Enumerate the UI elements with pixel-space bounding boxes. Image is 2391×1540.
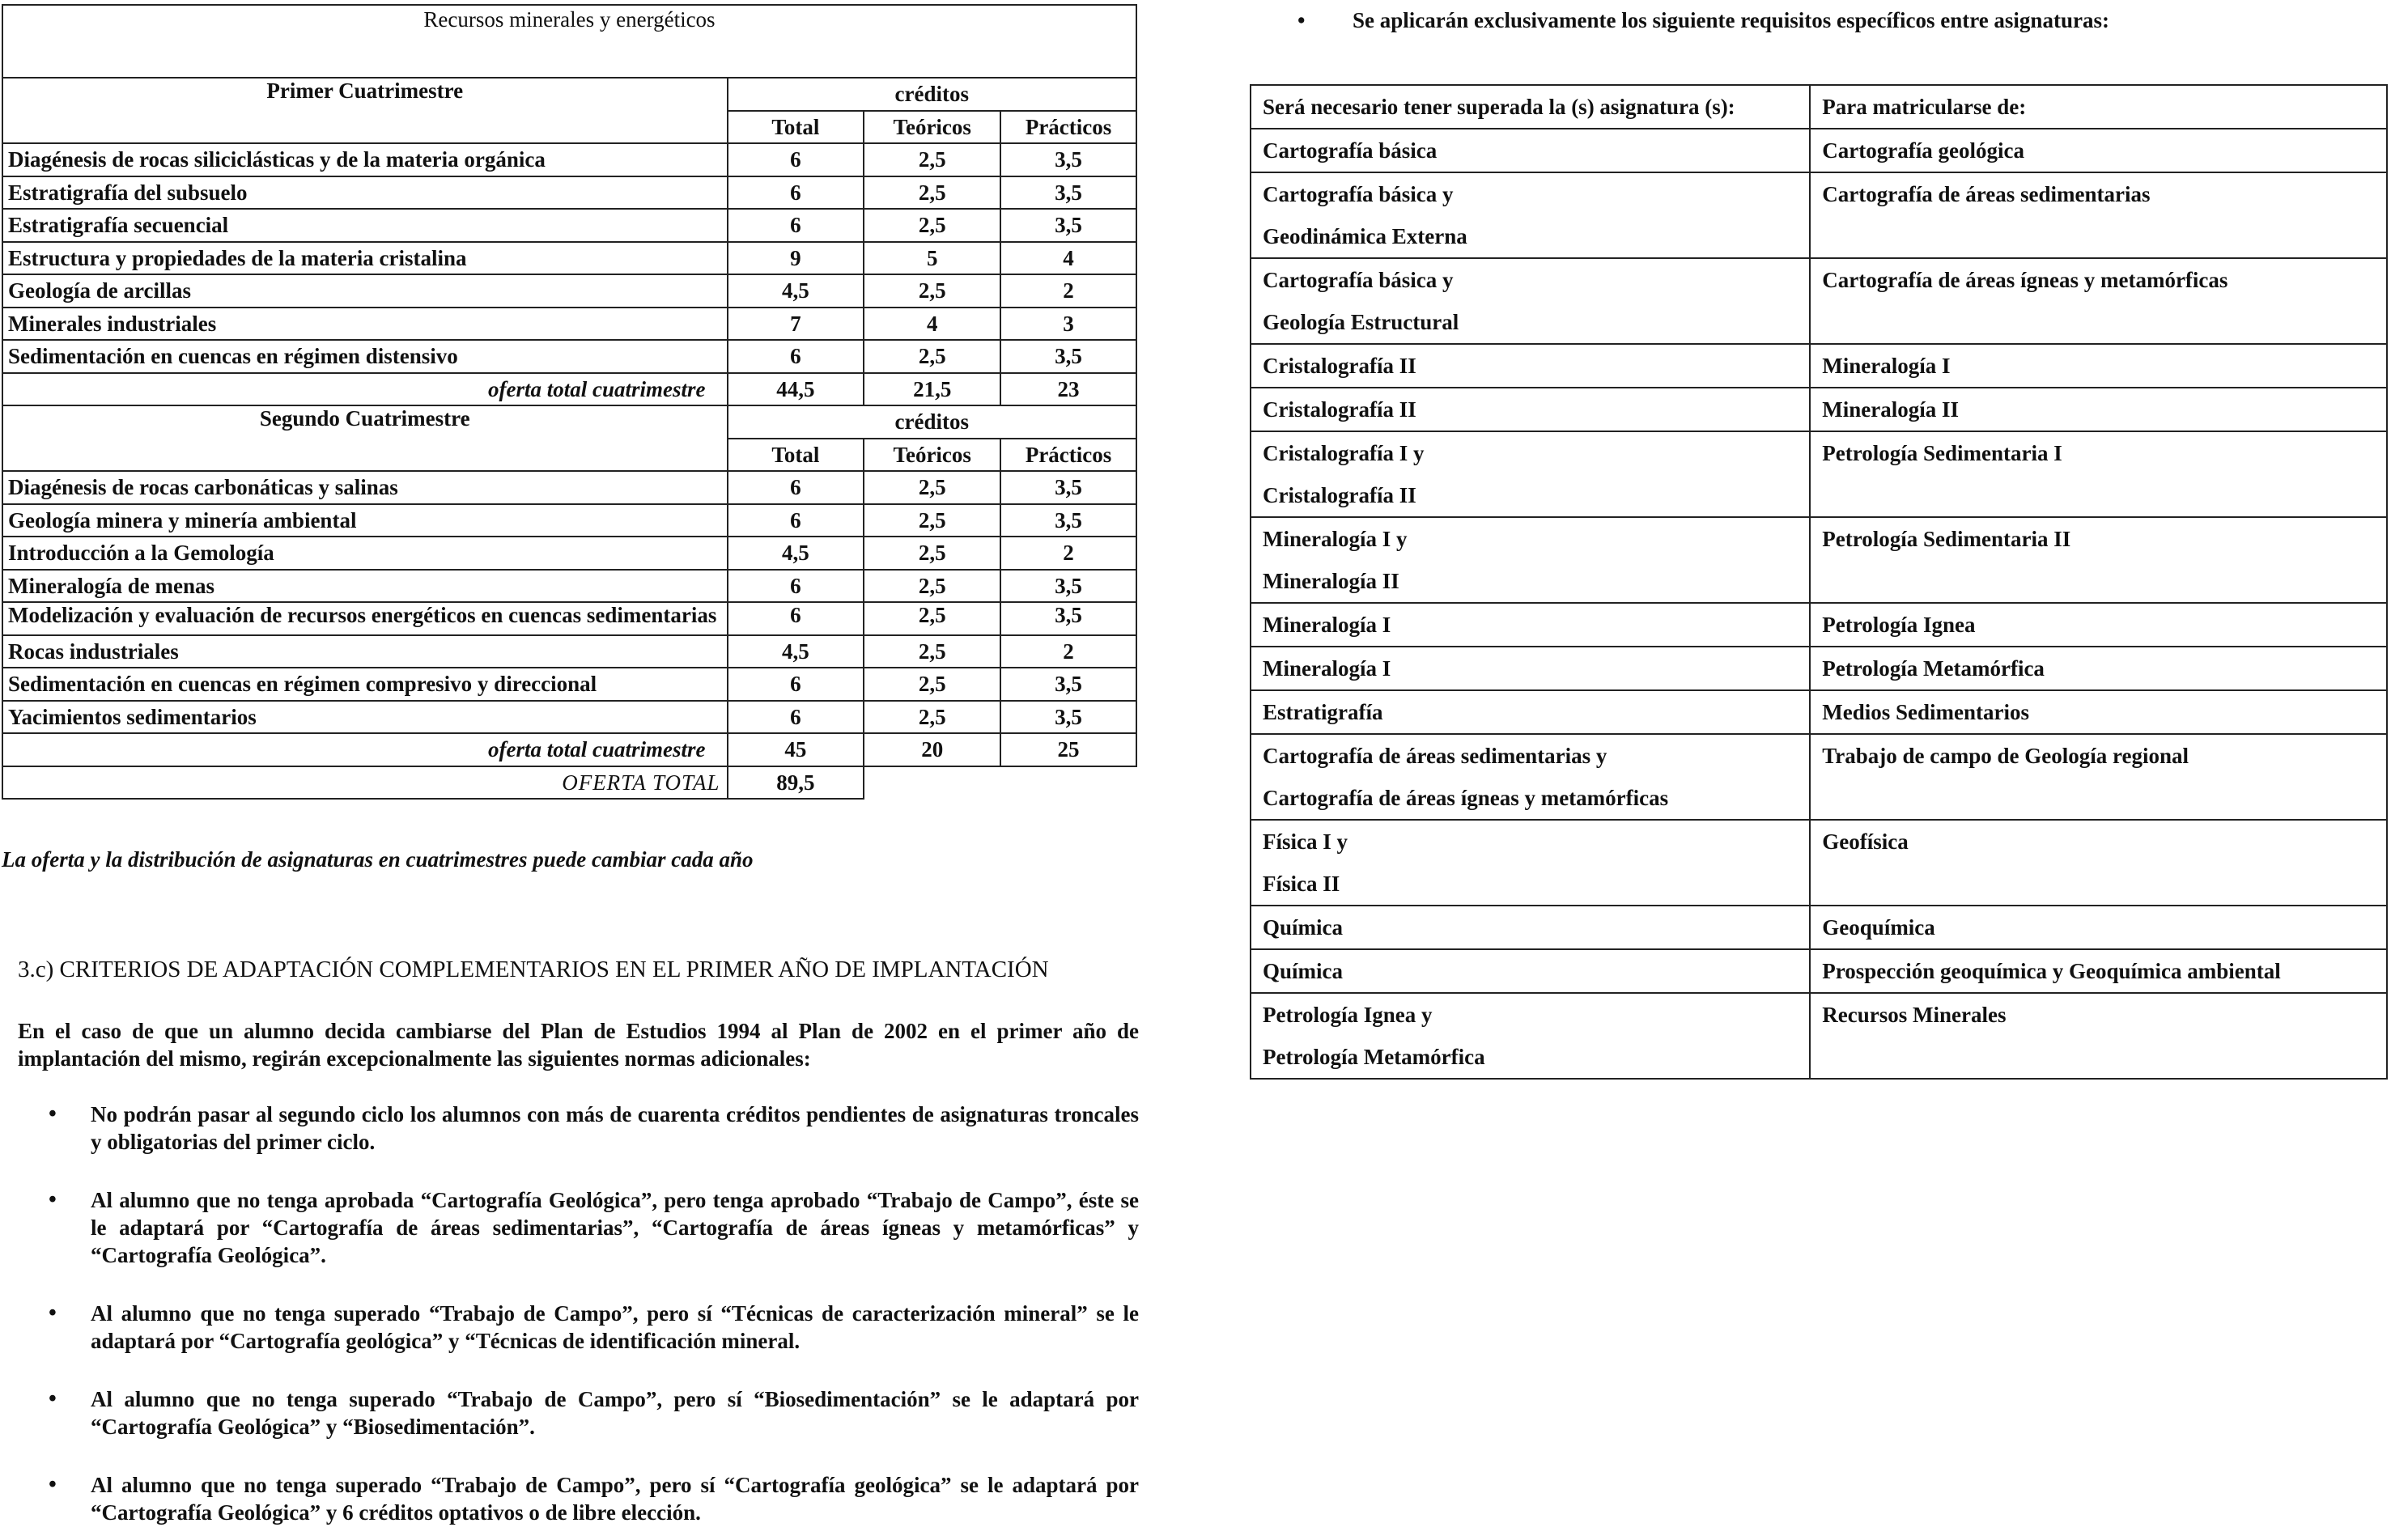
required-subject: Mineralogía I — [1263, 656, 1391, 681]
table-title-row — [2, 5, 1136, 78]
subject-name: Yacimientos sedimentarios — [2, 701, 728, 734]
subject-name: Estratigrafía secuencial — [2, 209, 728, 242]
table-row — [1251, 647, 2387, 690]
table-row — [1251, 690, 2387, 734]
credit-total: 6 — [728, 471, 864, 504]
bullet-icon: • — [49, 1386, 57, 1411]
required-subjects-cell — [1251, 129, 1810, 172]
distribution-note: La oferta y la distribución de asignaturas en cuatrimestres puede cambiar cada año — [2, 847, 754, 872]
table-title: Recursos minerales y energéticos — [2, 5, 1136, 78]
subject-name: Rocas industriales — [2, 635, 728, 668]
table-row — [1251, 906, 2387, 949]
table-row — [1251, 517, 2387, 603]
credit-practicos: 3,5 — [1000, 701, 1136, 734]
rule-text: Al alumno que no tenga superado “Trabajo de Campo”, pero sí “Biosedimentación” se le adaptará por “Cartografía Geológica” y “Biosedimentación”. — [91, 1387, 1139, 1439]
subtotal-practicos: 23 — [1000, 373, 1136, 406]
required-subject: Mineralogía I — [1263, 613, 1391, 637]
credit-total: 4,5 — [728, 274, 864, 308]
credit-teoricos: 2,5 — [864, 340, 1000, 373]
credit-total: 6 — [728, 176, 864, 210]
subject-name: Introducción a la Gemología — [2, 537, 728, 570]
table-row — [1251, 820, 2387, 906]
credit-practicos: 4 — [1000, 242, 1136, 275]
semester-header-row — [2, 405, 1136, 439]
rule-text: No podrán pasar al segundo ciclo los alumnos con más de cuarenta créditos pendientes de asignaturas troncales y obligatorias del primer ciclo. — [91, 1102, 1139, 1154]
credit-teoricos: 2,5 — [864, 668, 1000, 701]
credit-total: 6 — [728, 668, 864, 701]
subtotal-teoricos: 21,5 — [864, 373, 1000, 406]
credit-teoricos: 2,5 — [864, 274, 1000, 308]
rule-text: Al alumno que no tenga superado “Trabajo de Campo”, pero sí “Técnicas de caracterización mineral” se le adaptará por “Cartografía geológica” y “Técnicas de identificación mineral. — [91, 1301, 1139, 1353]
table-row — [1251, 993, 2387, 1079]
credit-teoricos: 2,5 — [864, 635, 1000, 668]
column-header: Total — [728, 111, 864, 144]
credit-teoricos: 2,5 — [864, 504, 1000, 537]
semester-name: Primer Cuatrimestre — [2, 78, 728, 143]
target-subject: Petrología Sedimentaria II — [1810, 517, 2387, 603]
credit-total: 4,5 — [728, 635, 864, 668]
required-subjects-cell — [1251, 517, 1810, 603]
required-subject: Petrología Ignea y — [1263, 1003, 1433, 1027]
required-subjects-cell — [1251, 949, 1810, 993]
requirements-table — [1250, 84, 2388, 1080]
table-row — [1251, 949, 2387, 993]
credit-practicos: 2 — [1000, 274, 1136, 308]
required-subject: Cartografía de áreas sedimentarias y — [1263, 744, 1607, 768]
required-subject: Cristalografía II — [1263, 354, 1416, 378]
credits-label: créditos — [728, 78, 1137, 111]
column-header: Prácticos — [1000, 439, 1136, 472]
semester-name: Segundo Cuatrimestre — [2, 405, 728, 471]
required-subject: Química — [1263, 915, 1343, 940]
required-subjects-cell — [1251, 690, 1810, 734]
required-subject: Cristalografía II — [1263, 483, 1416, 507]
section-heading: 3.c) CRITERIOS DE ADAPTACIÓN COMPLEMENTARIOS EN EL PRIMER AÑO DE IMPLANTACIÓN — [18, 957, 1049, 982]
empty-cell — [864, 766, 1136, 800]
table-row — [1251, 431, 2387, 517]
credit-teoricos: 2,5 — [864, 570, 1000, 603]
required-subject: Geología Estructural — [1263, 310, 1459, 334]
required-subjects-cell — [1251, 344, 1810, 388]
grand-total-label: OFERTA TOTAL — [2, 766, 728, 800]
target-subject: Mineralogía I — [1810, 344, 2387, 388]
required-subject: Estratigrafía — [1263, 700, 1383, 724]
grand-total-value: 89,5 — [728, 766, 864, 800]
credit-teoricos: 2,5 — [864, 209, 1000, 242]
credit-practicos: 3,5 — [1000, 602, 1136, 635]
required-subject: Cartografía básica — [1263, 138, 1438, 163]
credit-total: 6 — [728, 209, 864, 242]
credit-teoricos: 5 — [864, 242, 1000, 275]
subject-name: Diagénesis de rocas carbonáticas y salinas — [2, 471, 728, 504]
required-subject: Mineralogía II — [1263, 569, 1399, 593]
subtotal-total: 45 — [728, 733, 864, 766]
target-subject: Geoquímica — [1810, 906, 2387, 949]
credit-total: 6 — [728, 504, 864, 537]
subject-name: Sedimentación en cuencas en régimen compresivo y direccional — [2, 668, 728, 701]
table-row — [2, 340, 1136, 373]
subject-name: Geología minera y minería ambiental — [2, 504, 728, 537]
table-row — [2, 570, 1136, 603]
requirements-header-row — [1251, 85, 2387, 129]
required-subject: Cristalografía I y — [1263, 441, 1425, 465]
required-subject: Geodinámica Externa — [1263, 224, 1467, 248]
column-header: Total — [728, 439, 864, 472]
target-subject: Cartografía geológica — [1810, 129, 2387, 172]
table-row — [2, 668, 1136, 701]
credit-total: 6 — [728, 143, 864, 176]
table-row — [1251, 258, 2387, 344]
subject-name: Mineralogía de menas — [2, 570, 728, 603]
credit-teoricos: 2,5 — [864, 143, 1000, 176]
credit-teoricos: 2,5 — [864, 537, 1000, 570]
required-subjects-cell — [1251, 647, 1810, 690]
required-subject: Mineralogía I y — [1263, 527, 1408, 551]
credit-teoricos: 2,5 — [864, 602, 1000, 635]
credit-practicos: 2 — [1000, 537, 1136, 570]
subject-name: Geología de arcillas — [2, 274, 728, 308]
credit-practicos: 3,5 — [1000, 570, 1136, 603]
adaptation-rules-list — [18, 1101, 1139, 1526]
credit-practicos: 3,5 — [1000, 471, 1136, 504]
bullet-icon: • — [49, 1187, 57, 1212]
table-row — [2, 209, 1136, 242]
table-row — [1251, 603, 2387, 647]
table-row — [2, 701, 1136, 734]
bullet-icon: • — [1297, 8, 1306, 32]
subject-name: Minerales industriales — [2, 308, 728, 341]
credit-teoricos: 2,5 — [864, 701, 1000, 734]
subject-name: Diagénesis de rocas siliciclásticas y de la materia orgánica — [2, 143, 728, 176]
table-row — [2, 537, 1136, 570]
required-subject: Química — [1263, 959, 1343, 983]
required-subject: Cristalografía II — [1263, 397, 1416, 422]
required-subjects-cell — [1251, 734, 1810, 820]
subtotal-practicos: 25 — [1000, 733, 1136, 766]
credits-table — [2, 4, 1137, 800]
required-subject: Física II — [1263, 872, 1340, 896]
column-header: Teóricos — [864, 111, 1000, 144]
table-row — [2, 504, 1136, 537]
required-subjects-cell — [1251, 820, 1810, 906]
column-header: Teóricos — [864, 439, 1000, 472]
target-subject: Prospección geoquímica y Geoquímica ambiental — [1810, 949, 2387, 993]
credit-total: 7 — [728, 308, 864, 341]
table-row — [2, 635, 1136, 668]
table-row — [2, 602, 1136, 635]
credit-practicos: 3,5 — [1000, 340, 1136, 373]
credit-total: 6 — [728, 602, 864, 635]
table-row — [2, 471, 1136, 504]
required-subject: Petrología Metamórfica — [1263, 1045, 1485, 1069]
subject-name: Estratigrafía del subsuelo — [2, 176, 728, 210]
table-row — [1251, 172, 2387, 258]
credit-teoricos: 2,5 — [864, 176, 1000, 210]
subject-name: Estructura y propiedades de la materia cristalina — [2, 242, 728, 275]
credit-practicos: 3,5 — [1000, 176, 1136, 210]
list-item — [18, 1101, 1139, 1156]
table-row — [1251, 734, 2387, 820]
table-row — [1251, 388, 2387, 431]
bullet-icon: • — [49, 1300, 57, 1326]
target-subject: Mineralogía II — [1810, 388, 2387, 431]
table-row — [2, 143, 1136, 176]
subtotal-teoricos: 20 — [864, 733, 1000, 766]
list-item — [18, 1471, 1139, 1526]
column-header: Para matricularse de: — [1810, 85, 2387, 129]
required-subjects-cell — [1251, 172, 1810, 258]
list-item — [18, 1385, 1139, 1440]
bullet-icon: • — [49, 1101, 57, 1126]
column-header: Prácticos — [1000, 111, 1136, 144]
required-subject: Física I y — [1263, 829, 1348, 854]
credit-practicos: 3,5 — [1000, 209, 1136, 242]
credit-total: 6 — [728, 570, 864, 603]
required-subjects-cell — [1251, 388, 1810, 431]
grand-total-row — [2, 766, 1136, 800]
target-subject: Cartografía de áreas ígneas y metamórficas — [1810, 258, 2387, 344]
credit-teoricos: 2,5 — [864, 471, 1000, 504]
semester-header-row — [2, 78, 1136, 111]
target-subject: Petrología Metamórfica — [1810, 647, 2387, 690]
column-header: Será necesario tener superada la (s) asignatura (s): — [1251, 85, 1810, 129]
credit-total: 6 — [728, 701, 864, 734]
required-subject: Cartografía de áreas ígneas y metamórficas — [1263, 786, 1669, 810]
subtotal-row — [2, 733, 1136, 766]
required-subjects-cell — [1251, 603, 1810, 647]
credit-total: 6 — [728, 340, 864, 373]
subtotal-row — [2, 373, 1136, 406]
intro-paragraph: En el caso de que un alumno decida cambiarse del Plan de Estudios 1994 al Plan de 2002 en el primer año de implantación del mismo, regirán excepcionalmente las siguientes normas adicionales: — [18, 1019, 1139, 1071]
target-subject: Petrología Ignea — [1810, 603, 2387, 647]
credit-practicos: 3,5 — [1000, 504, 1136, 537]
bullet-icon: • — [49, 1472, 57, 1497]
requirements-intro-text: Se aplicarán exclusivamente los siguiente requisitos específicos entre asignaturas: — [1353, 8, 2109, 32]
subject-name: Sedimentación en cuencas en régimen distensivo — [2, 340, 728, 373]
table-row — [2, 176, 1136, 210]
list-item — [18, 1186, 1139, 1269]
credit-practicos: 3,5 — [1000, 668, 1136, 701]
subtotal-label: oferta total cuatrimestre — [2, 733, 728, 766]
required-subject: Cartografía básica y — [1263, 182, 1454, 206]
table-row — [2, 274, 1136, 308]
required-subjects-cell — [1251, 431, 1810, 517]
target-subject: Petrología Sedimentaria I — [1810, 431, 2387, 517]
required-subjects-cell — [1251, 258, 1810, 344]
rule-text: Al alumno que no tenga superado “Trabajo de Campo”, pero sí “Cartografía geológica” se le adaptará por “Cartografía Geológica” y 6 créditos optativos o de libre elección. — [91, 1473, 1139, 1525]
subtotal-label: oferta total cuatrimestre — [2, 373, 728, 406]
subtotal-total: 44,5 — [728, 373, 864, 406]
credit-total: 4,5 — [728, 537, 864, 570]
required-subjects-cell — [1251, 906, 1810, 949]
required-subject: Cartografía básica y — [1263, 268, 1454, 292]
credit-practicos: 3,5 — [1000, 143, 1136, 176]
target-subject: Medios Sedimentarios — [1810, 690, 2387, 734]
table-row — [2, 242, 1136, 275]
credit-practicos: 3 — [1000, 308, 1136, 341]
target-subject: Trabajo de campo de Geología regional — [1810, 734, 2387, 820]
credit-teoricos: 4 — [864, 308, 1000, 341]
target-subject: Recursos Minerales — [1810, 993, 2387, 1079]
subject-name: Modelización y evaluación de recursos energéticos en cuencas sedimentarias — [2, 602, 728, 635]
table-row — [2, 308, 1136, 341]
target-subject: Geofísica — [1810, 820, 2387, 906]
required-subjects-cell — [1251, 993, 1810, 1079]
rule-text: Al alumno que no tenga aprobada “Cartografía Geológica”, pero tenga aprobado “Trabajo de Campo”, éste se le adaptará por “Cartografía de áreas sedimentarias”, “Cartografía de áreas ígneas y metamórficas” y “Cartografía Geológica”. — [91, 1188, 1139, 1267]
table-row — [1251, 129, 2387, 172]
table-row — [1251, 344, 2387, 388]
target-subject: Cartografía de áreas sedimentarias — [1810, 172, 2387, 258]
credits-label: créditos — [728, 405, 1137, 439]
credit-total: 9 — [728, 242, 864, 275]
credit-practicos: 2 — [1000, 635, 1136, 668]
list-item — [18, 1300, 1139, 1355]
